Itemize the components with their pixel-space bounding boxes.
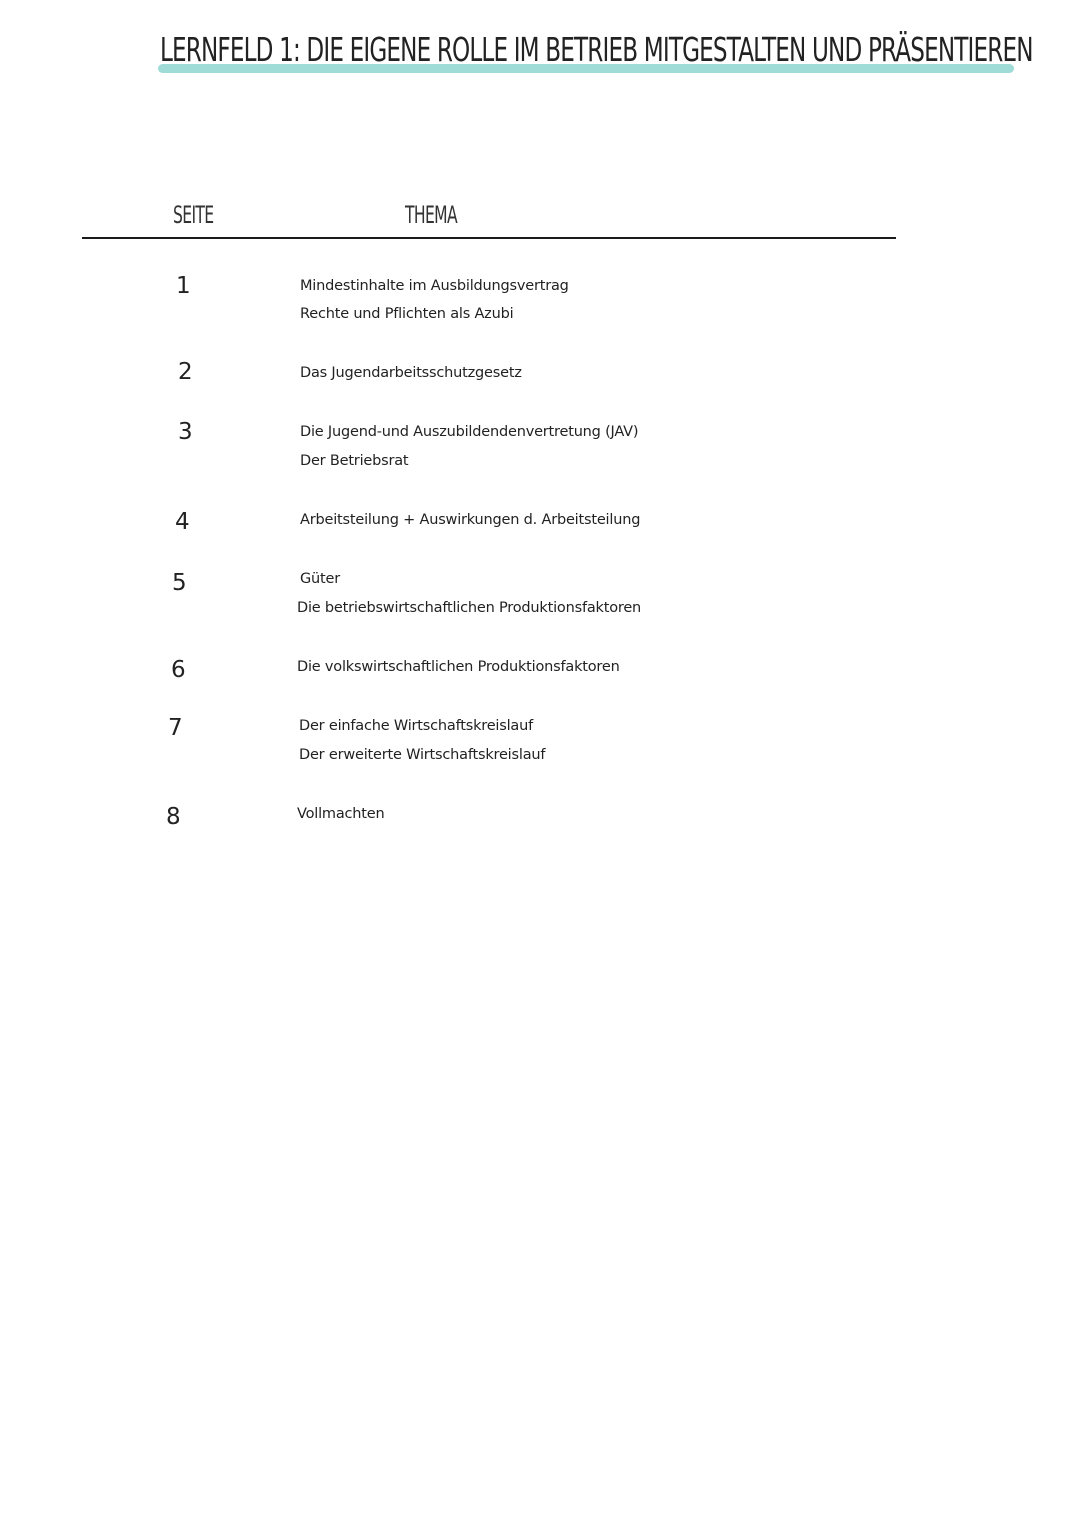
header-divider — [82, 237, 896, 239]
page-number: 7 — [168, 715, 183, 741]
topic-item: Der erweiterte Wirtschaftskreislauf — [299, 747, 546, 763]
topic-item: Der Betriebsrat — [300, 453, 409, 469]
topic-item: Güter — [300, 571, 340, 587]
topic-item: Die betriebswirtschaftlichen Produktionsfaktoren — [297, 600, 642, 616]
topic-item: Mindestinhalte im Ausbildungsvertrag — [300, 278, 569, 294]
page-number: 8 — [166, 804, 181, 830]
page-title — [158, 28, 1033, 78]
topic-item: Der einfache Wirtschaftskreislauf — [299, 718, 534, 734]
page-number: 5 — [172, 570, 187, 596]
topic-item: Die Jugend-und Auszubildendenvertretung (JAV) — [300, 424, 639, 440]
page-number: 3 — [178, 419, 193, 445]
page-number: 1 — [176, 273, 191, 299]
topic-item: Arbeitsteilung + Auswirkungen d. Arbeitsteilung — [300, 512, 641, 528]
topic-item: Rechte und Pflichten als Azubi — [300, 306, 514, 322]
topic-item: Die volkswirtschaftlichen Produktionsfaktoren — [297, 659, 620, 675]
page-number: 6 — [171, 657, 186, 683]
topic-item: Das Jugendarbeitsschutzgesetz — [300, 365, 522, 381]
page-number: 4 — [175, 509, 190, 535]
page-number: 2 — [178, 359, 193, 385]
title-text: LERNFELD 1: DIE EIGENE ROLLE IM BETRIEB MITGESTALTEN UND PRÄSENTIEREN — [160, 30, 1033, 69]
column-header-seite: SEITE — [173, 201, 214, 229]
column-header-thema: THEMA — [405, 201, 457, 229]
topic-item: Vollmachten — [297, 806, 385, 822]
